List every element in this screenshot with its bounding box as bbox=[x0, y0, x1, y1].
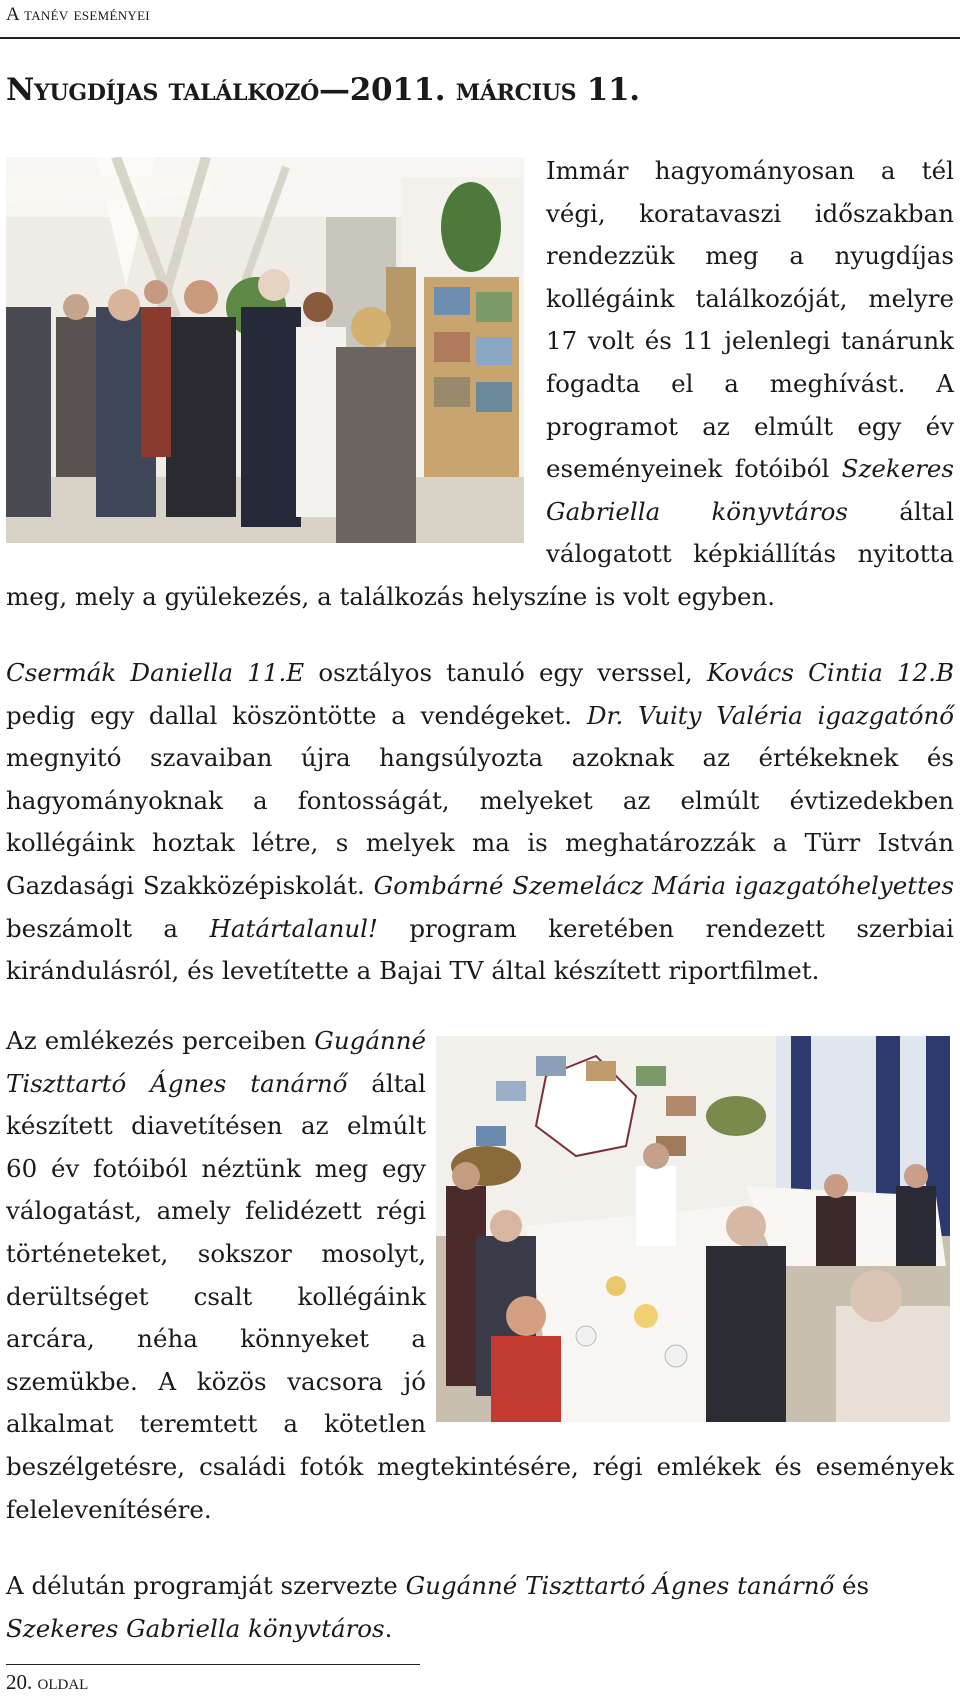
p4-text-3: . bbox=[384, 1613, 393, 1643]
photo-exhibition-spacer bbox=[6, 150, 546, 556]
p2-name-student-1: Csermák Daniella 11.E bbox=[6, 658, 305, 687]
page-number: 20. oldal bbox=[6, 1670, 89, 1694]
p2-text-5: program keretében rendezett szerbiai kirándulásról, és levetítette a Bajai TV által készített riportfilmet. bbox=[6, 913, 954, 986]
header-rule bbox=[0, 37, 960, 39]
p3-text-2: által készített diavetítésen az elmúlt 60 év fotóiból néztünk meg egy válogatást, amely felidézett régi történeteket, sokszor mosolyt, derültséget csalt kollégáink arcára, néha könnyeket a szemükbe. A közös vacsora jó alkalmat teremtett a kötetlen beszélgetésre, családi fotók megtekintésére, régi emlékek és események felelevenítésére. bbox=[6, 1068, 954, 1524]
photo-dinner-spacer bbox=[426, 1020, 954, 1440]
p3-text-1: Az emlékezés perceiben bbox=[6, 1026, 315, 1055]
article-title: Nyugdíjas találkozó—2011. március 11. bbox=[6, 72, 640, 108]
paragraph-program bbox=[6, 652, 954, 993]
p2-name-student-2: Kovács Cintia 12.B bbox=[706, 658, 955, 687]
p2-name-principal: Dr. Vuity Valéria igazgatónő bbox=[586, 700, 954, 730]
footer-rule bbox=[6, 1664, 420, 1665]
paragraph-organizers bbox=[6, 1565, 954, 1650]
p4-text-2: és bbox=[834, 1571, 870, 1600]
p2-name-vice-principal: Gombárné Szemelácz Mária igazgatóhelyettes bbox=[373, 870, 954, 900]
paragraph-memories bbox=[6, 1020, 954, 1531]
p1-text-1: Immár hagyományosan a tél végi, koratavaszi időszakban rendezzük meg a nyugdíjas kollégáink találkozóját, melyre 17 volt és 11 jelenlegi tanárunk fogadta el a meghívást. A programot az elmúlt egy év eseményeinek fotóiból bbox=[546, 156, 954, 484]
p1-name-librarian: Szekeres Gabriella könyvtáros bbox=[546, 454, 954, 526]
p2-text-1: osztályos tanuló egy verssel, bbox=[304, 658, 707, 687]
p1-text-2: által válogatott képkiállítás nyitotta meg, mely a gyülekezés, a találkozás helyszíne is volt egyben. bbox=[6, 496, 954, 611]
p2-program-name: Határtalanul! bbox=[209, 913, 378, 943]
p4-name-librarian: Szekeres Gabriella könyvtáros bbox=[6, 1613, 385, 1643]
p3-name-teacher: Gugánné Tiszttartó Ágnes tanárnő bbox=[6, 1026, 426, 1098]
p2-text-4: beszámolt a bbox=[6, 913, 210, 943]
p4-text-1: A délután programját szervezte bbox=[6, 1571, 406, 1600]
running-header: A tanév eseményei bbox=[6, 4, 150, 25]
paragraph-intro bbox=[6, 150, 954, 619]
p4-name-teacher: Gugánné Tiszttartó Ágnes tanárnő bbox=[405, 1571, 835, 1600]
p2-text-3: megnyitó szavaiban újra hangsúlyozta azoknak az értékeknek és hagyományoknak a fontosságát, melyeket az elmúlt évtizedekben kollégáink hoztak létre, s melyek ma is meghatározzák a Türr István Gazdasági Szakközépiskolát. bbox=[6, 743, 954, 900]
p2-text-2: pedig egy dallal köszöntötte a vendégeket. bbox=[6, 700, 587, 730]
